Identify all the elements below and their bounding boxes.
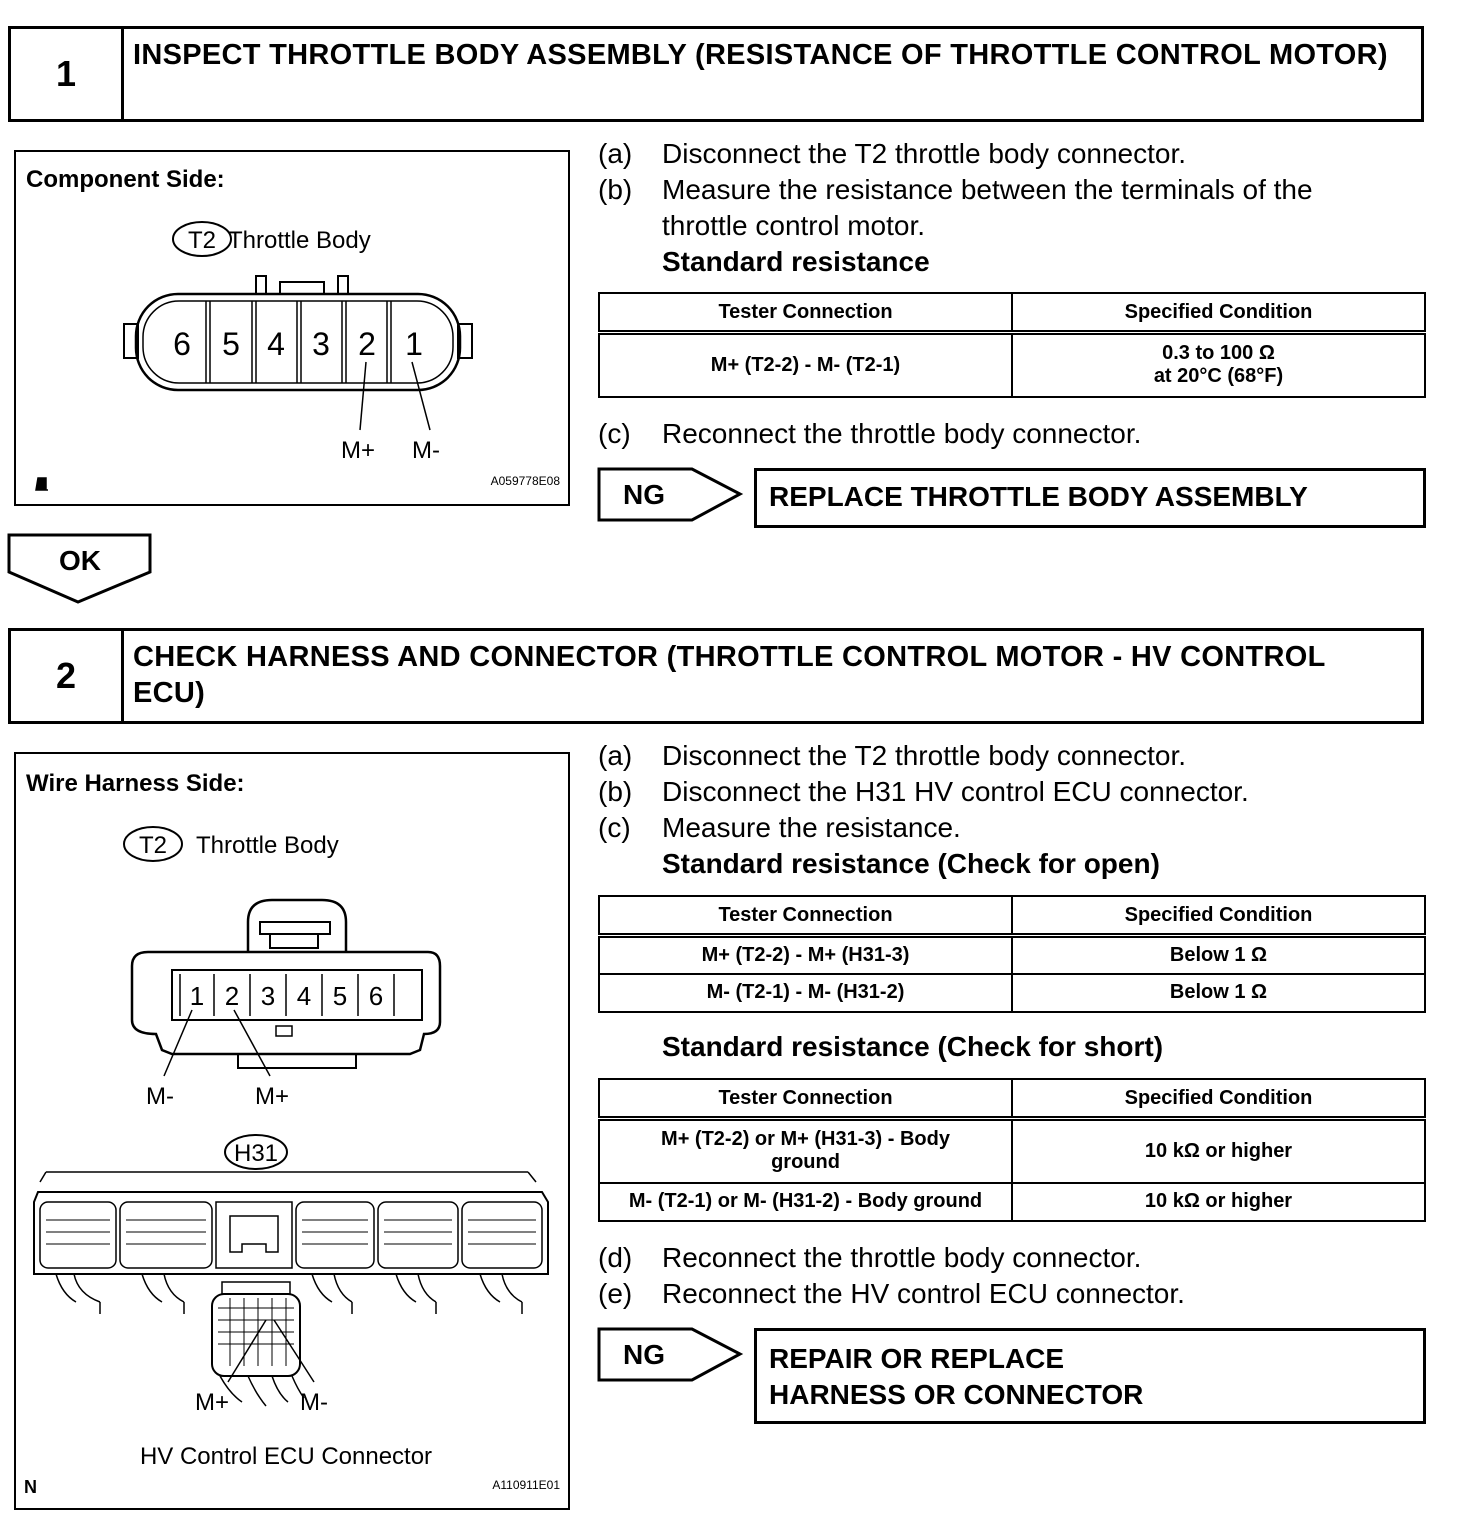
connector-code: T2 [138,832,168,859]
pin-label: 6 [368,981,384,1011]
step2-title: CHECK HARNESS AND CONNECTOR (THROTTLE CONTROL MOTOR - HV CONTROL ECU) [133,641,1326,709]
step2-number: 2 [11,631,124,721]
pin-label: 3 [312,326,330,362]
standard-resistance-heading: Standard resistance [662,246,930,277]
pin-label: 1 [189,981,205,1011]
col-header: Specified Condition [1012,293,1425,333]
connector-name: Throttle Body [228,227,371,254]
ng-label: NG [623,479,665,510]
pin-label: 1 [405,326,423,362]
figure-title: Wire Harness Side: [26,770,245,797]
ecu-m-minus-label: M- [300,1389,328,1416]
short-check-heading: Standard resistance (Check for short) [662,1031,1164,1062]
component-side-figure [14,150,570,506]
table-row: M- (T2-1) or M- (H31-2) - Body ground 10 kΩ or higher [599,1183,1425,1221]
ng-arrow [596,466,746,526]
connector-code: T2 [187,227,217,254]
ok-label: OK [59,545,101,576]
step1-header [8,26,1424,122]
figure-id: A059778E08 [490,474,560,488]
pin-label: 4 [267,326,285,362]
table-row: M+ (T2-2) - M+ (H31-3) Below 1 Ω [599,936,1425,974]
ng-action-box: REPAIR OR REPLACE HARNESS OR CONNECTOR [754,1328,1426,1424]
step1-number: 1 [11,29,124,119]
wire-harness-figure [14,752,570,1510]
table-row: M+ (T2-2) - M- (T2-1) 0.3 to 100 Ω at 20°C (68°F) [599,333,1425,397]
open-check-heading: Standard resistance (Check for open) [662,848,1160,879]
m-minus-label: M- [146,1083,174,1110]
pin-label: 2 [358,326,376,362]
connector-name: Throttle Body [196,832,339,859]
open-check-table [598,895,1426,1013]
ecu-name: HV Control ECU Connector [139,1443,433,1470]
m-plus-label: M+ [340,437,376,464]
ng-arrow [596,1326,746,1386]
col-header: Tester Connection [599,1079,1012,1119]
m-plus-label: M+ [254,1083,290,1110]
figure-id: A110911E01 [492,1478,560,1492]
pin-label: 5 [222,326,240,362]
short-check-table [598,1078,1426,1222]
pin-label: 6 [173,326,191,362]
step1-title: INSPECT THROTTLE BODY ASSEMBLY (RESISTANCE OF THROTTLE CONTROL MOTOR) [133,39,1388,71]
col-header: Specified Condition [1012,1079,1425,1119]
col-header: Tester Connection [599,293,1012,333]
ecu-m-plus-label: M+ [194,1389,230,1416]
table-row: M- (T2-1) - M- (H31-2) Below 1 Ω [599,974,1425,1012]
figure-title: Component Side: [26,166,225,193]
table-row: M+ (T2-2) or M+ (H31-3) - Body ground 10 kΩ or higher [599,1119,1425,1183]
ok-arrow [6,532,154,606]
figure-corner-mark: N [24,1477,37,1497]
harness-connector-diagram [16,754,568,1508]
step2-header [8,628,1424,724]
ecu-code: H31 [233,1140,279,1167]
col-header: Tester Connection [599,896,1012,936]
resistance-table [598,292,1426,398]
col-header: Specified Condition [1012,896,1425,936]
m-minus-label: M- [412,437,440,464]
ng-action-box: REPLACE THROTTLE BODY ASSEMBLY [754,468,1426,528]
ng-label: NG [623,1339,665,1370]
pin-label: 2 [224,981,240,1011]
pin-label: 4 [296,981,312,1011]
pin-label: 3 [260,981,276,1011]
throttle-connector-diagram [16,152,568,504]
pin-label: 5 [332,981,348,1011]
